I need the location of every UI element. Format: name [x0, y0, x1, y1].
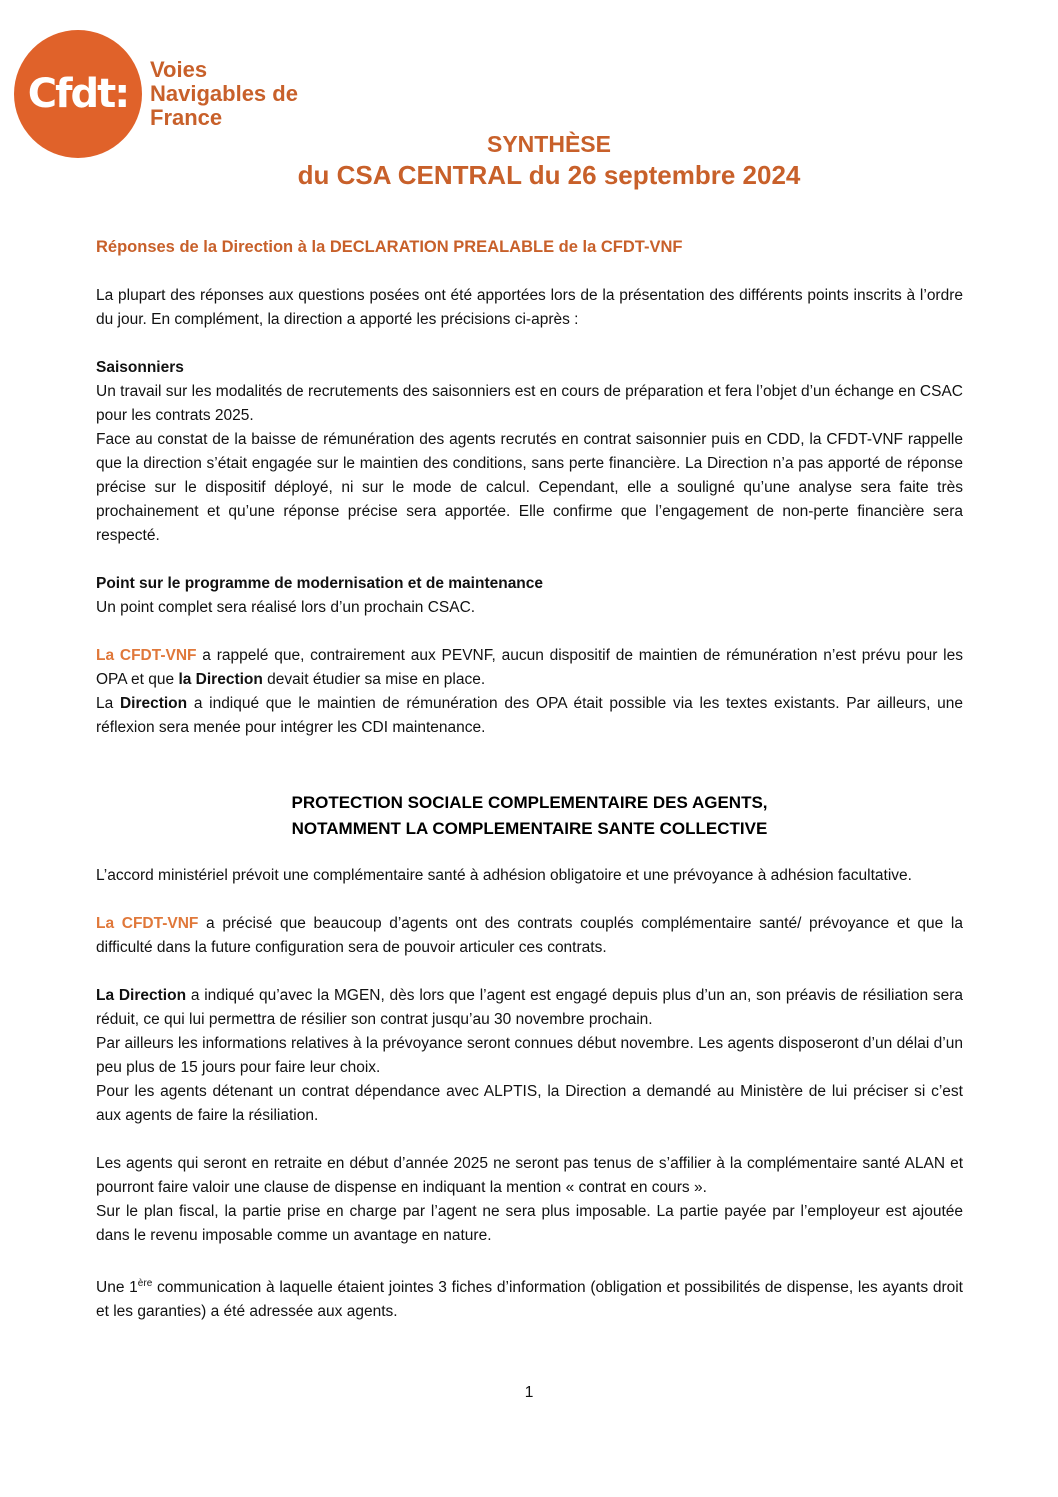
section-heading-declaration: Réponses de la Direction à la DECLARATION PREALABLE de la CFDT-VNF	[96, 238, 683, 256]
paragraph: Un point complet sera réalisé lors d’un prochain CSAC.	[96, 599, 476, 616]
paragraph	[96, 912, 963, 960]
heading-line: PROTECTION SOCIALE COMPLEMENTAIRE DES AGENTS,	[291, 793, 768, 812]
text: a rappelé que, contrairement aux PEVNF, aucun dispositif de maintien de rémunération n’est prévu pour les OPA et que	[96, 647, 963, 688]
paragraph: Un travail sur les modalités de recrutements des saisonniers est en cours de préparation et fera l’objet d’un échange en CSAC pour les contrats 2025.	[96, 383, 963, 424]
paragraph: Sur le plan fiscal, la partie prise en charge par l’agent ne sera plus imposable. La partie payée par l’employeur est ajoutée dans le revenu imposable comme un avantage en nature.	[96, 1203, 963, 1244]
section-protection-body	[96, 864, 963, 1324]
direction-label: la Direction	[178, 671, 263, 688]
paragraph	[96, 1272, 963, 1324]
section-declaration-body	[96, 284, 963, 740]
direction-label: La Direction	[96, 987, 187, 1004]
text: devait étudier sa mise en place.	[262, 671, 486, 688]
text: a indiqué qu’avec la MGEN, dès lors que l’agent est engagé depuis plus d’un an, son préavis de résiliation sera réduit, ce qui lui permettra de résilier son contrat jusqu’au 30 novembre prochain.	[96, 987, 963, 1028]
text: communication à laquelle étaient jointes 3 fiches d’information (obligation et possibilités de dispense, les ayants droit et les garanties) a été adressée aux agents.	[96, 1279, 963, 1321]
subheading-programme: Point sur le programme de modernisation et de maintenance	[96, 575, 544, 592]
paragraph: Par ailleurs les informations relatives à la prévoyance seront connues début novembre. Les agents disposeront d’un délai d’un peu plus de 15 jours pour faire leur choix.	[96, 1035, 963, 1076]
direction-label: Direction	[119, 695, 188, 712]
section-heading-protection-sociale	[96, 790, 963, 842]
page-number: 1	[524, 1384, 534, 1401]
logo-mark: Cfdt:	[27, 71, 129, 117]
brand-line: Voies	[150, 57, 208, 82]
brand-name	[150, 58, 298, 130]
brand-line: Navigables de	[150, 81, 298, 106]
paragraph-opa	[96, 644, 963, 692]
paragraph: Face au constat de la baisse de rémunération des agents recrutés en contrat saisonnier puis en CDD, la CFDT-VNF rappelle que la direction s’était engagée sur le maintien des conditions, sans perte financière. La Direction n’a pas apporté de réponse précise sur le dispositif déployé, ni sur le mode de calcul. Cependant, elle a souligné qu’une analyse sera faite très prochainement et qu’une réponse précise sera apportée. Elle confirme que l’engagement de non-perte financière sera respecté.	[96, 431, 963, 544]
paragraph: L’accord ministériel prévoit une complémentaire santé à adhésion obligatoire et une prévoyance à adhésion facultative.	[96, 867, 912, 884]
text: a indiqué que le maintien de rémunération des OPA était possible via les textes existants. Par ailleurs, une réflexion sera menée pour intégrer les CDI maintenance.	[96, 695, 963, 736]
document-title: SYNTHÈSE	[487, 131, 611, 157]
heading-line: NOTAMMENT LA COMPLEMENTAIRE SANTE COLLECTIVE	[291, 819, 768, 838]
subheading-saisonniers: Saisonniers	[96, 359, 184, 376]
text: Une 1	[96, 1279, 138, 1297]
paragraph	[96, 984, 963, 1032]
cfdt-label: La CFDT-VNF	[96, 915, 199, 932]
paragraph-direction	[96, 692, 963, 740]
document-subtitle: du CSA CENTRAL du 26 septembre 2024	[297, 160, 801, 190]
text: La	[96, 695, 120, 712]
cfdt-label: La CFDT-VNF	[96, 647, 197, 664]
paragraph: Les agents qui seront en retraite en début d’année 2025 ne seront pas tenus de s’affilier à la complémentaire santé ALAN et pourront faire valoir une clause de dispense en indiquant la mention « contrat en cours ».	[96, 1155, 963, 1196]
intro-paragraph: La plupart des réponses aux questions posées ont été apportées lors de la présentation des différents points inscrits à l’ordre du jour. En complément, la direction a apporté les précisions ci-après :	[96, 287, 963, 328]
brand-line: France	[150, 105, 223, 130]
paragraph: Pour les agents détenant un contrat dépendance avec ALPTIS, la Direction a demandé au Ministère de lui préciser si c’est aux agents de faire la résiliation.	[96, 1083, 963, 1124]
superscript: ère	[137, 1278, 153, 1289]
text: a précisé que beaucoup d’agents ont des contrats couplés complémentaire santé/ prévoyance et que la difficulté dans la future configuration sera de pouvoir articuler ces contrats.	[96, 915, 963, 956]
